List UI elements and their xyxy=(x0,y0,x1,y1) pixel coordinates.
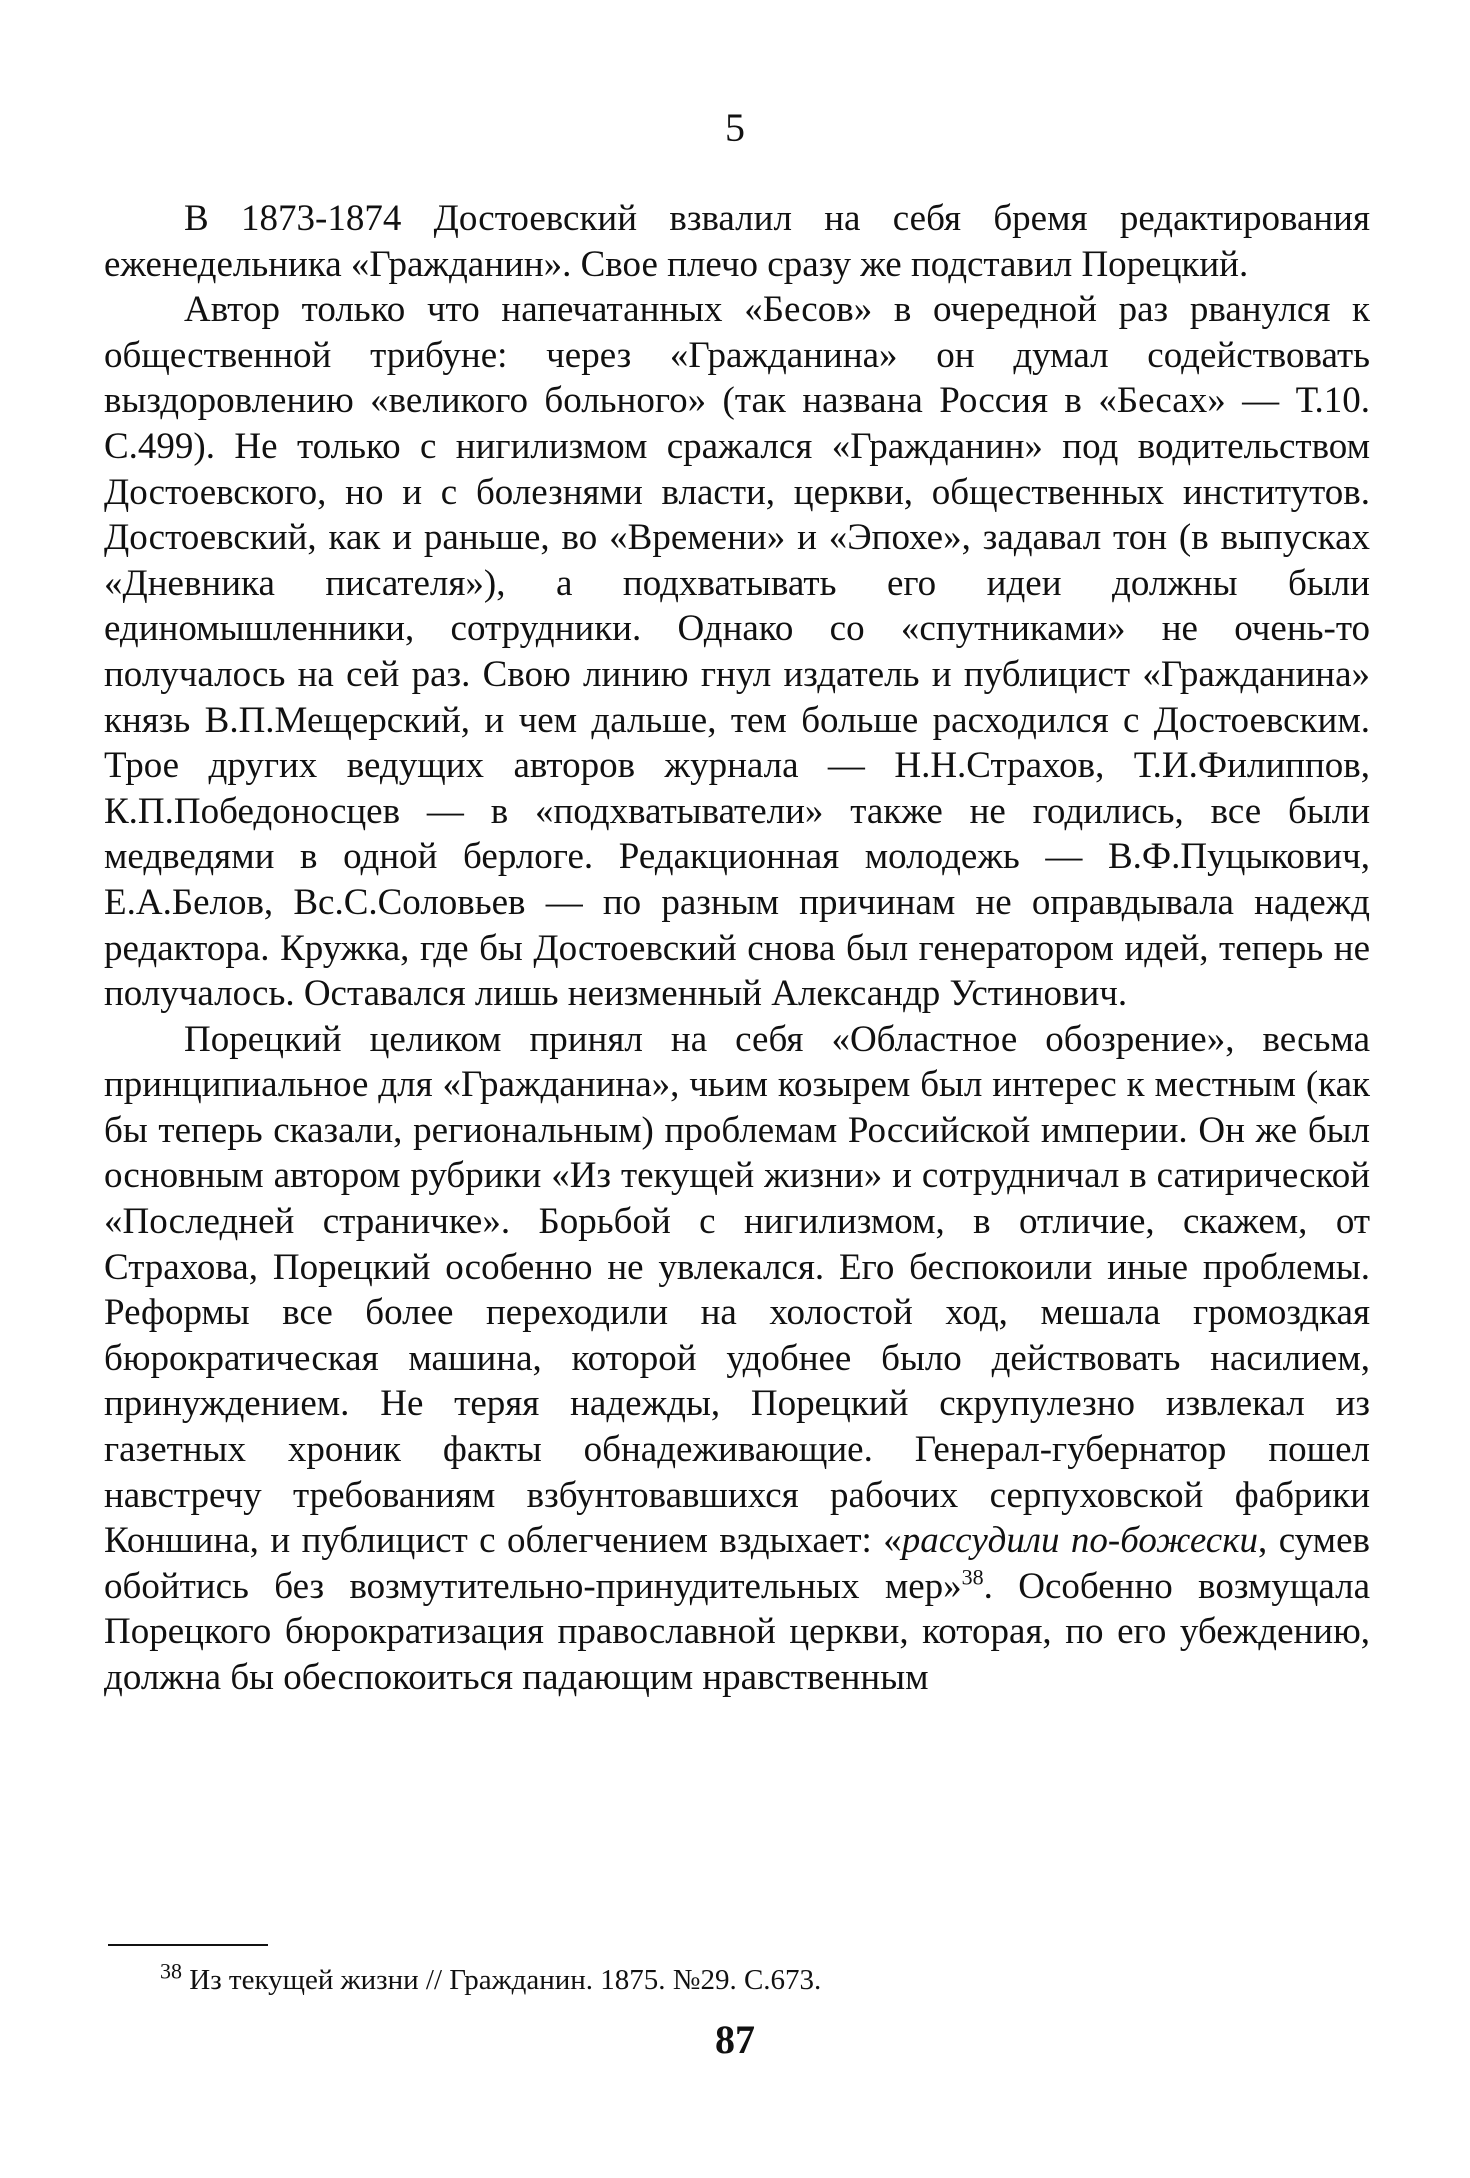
paragraph-3-text-end: . Особенно возмущала Порецкого бюрократизация православной церкви, которая, по его убеждению, должна бы обеспокоиться падающим нравственным xyxy=(104,1565,1370,1698)
paragraph-3-text: Порецкий целиком принял на себя «Областное обозрение», весьма принципиальное для «Гражданина», чьим козырем был интерес к местным (как бы теперь сказали, региональным) проблемам Российской империи. Он же был основным автором рубрики «Из текущей жизни» и сотрудничал в сатирической «Последней страничке». Борьбой с нигилизмом, в отличие, скажем, от Страхова, Порецкий особенно не увлекался. Его беспокоили иные проблемы. Реформы все более переходили на холостой ход, мешала громоздкая бюрократическая машина, которой удобнее было действовать насилием, принуждением. Не теряя надежды, Порецкий скрупулезно извлекал из газетных хроник факты обнадеживающие. Генерал-губернатор пошел навстречу требованиям взбунтовавшихся рабочих серпуховской фабрики Коншина, и публицист с облегчением вздыхает: « xyxy=(104,1018,1370,1562)
footnote-text: Из текущей жизни // Гражданин. 1875. №29. С.673. xyxy=(182,1964,822,1996)
footnote xyxy=(160,1960,1360,2000)
paragraph-3-text-cont: , сумев обойтись без возмутительно-принудительных мер» xyxy=(104,1520,1370,1607)
chapter-mark: 5 xyxy=(725,105,745,150)
paragraph-3 xyxy=(104,1017,1370,1701)
paragraph-1: В 1873-1874 Достоевский взвалил на себя бремя редактирования еженедельника «Гражданин». Свое плечо сразу же подставил Порецкий. xyxy=(104,198,1370,285)
footnote-number: 38 xyxy=(160,1958,182,1984)
italic-quote: рассудили по-божески xyxy=(901,1520,1259,1562)
body-text xyxy=(104,196,1370,1701)
footnote-reference: 38 xyxy=(961,1564,984,1590)
paragraph-2: Автор только что напечатанных «Бесов» в очередной раз рванулся к общественной трибуне: через «Гражданина» он думал содействовать выздоровлению «великого больного» (так названа Россия в «Бесах» — Т.10. С.499). Не только с нигилизмом сражался «Гражданин» под водительством Достоевского, но и с болезнями власти, церкви, общественных институтов. Достоевский, как и раньше, во «Времени» и «Эпохе», задавал тон (в выпусках «Дневника писателя»), а подхватывать его идеи должны были единомышленники, сотрудники. Однако со «спутниками» не очень-то получалось на сей раз. Свою линию гнул издатель и публицист «Гражданина» князь В.П.Мещерский, и чем дальше, тем больше расходился с Достоевским. Трое других ведущих авторов журнала — Н.Н.Страхов, Т.И.Филиппов, К.П.Победоносцев — в «подхватыватели» также не годились, все были медведями в одной берлоге. Редакционная молодежь — В.Ф.Пуцыкович, Е.А.Белов, Вс.С.Соловьев — по разным причинам не оправдывала надежд редактора. Кружка, где бы Достоевский снова был генератором идей, теперь не получалось. Оставался лишь неизменный Александр Устинович. xyxy=(104,289,1370,1015)
page-number: 87 xyxy=(715,2017,755,2062)
footnote-divider xyxy=(108,1944,268,1946)
